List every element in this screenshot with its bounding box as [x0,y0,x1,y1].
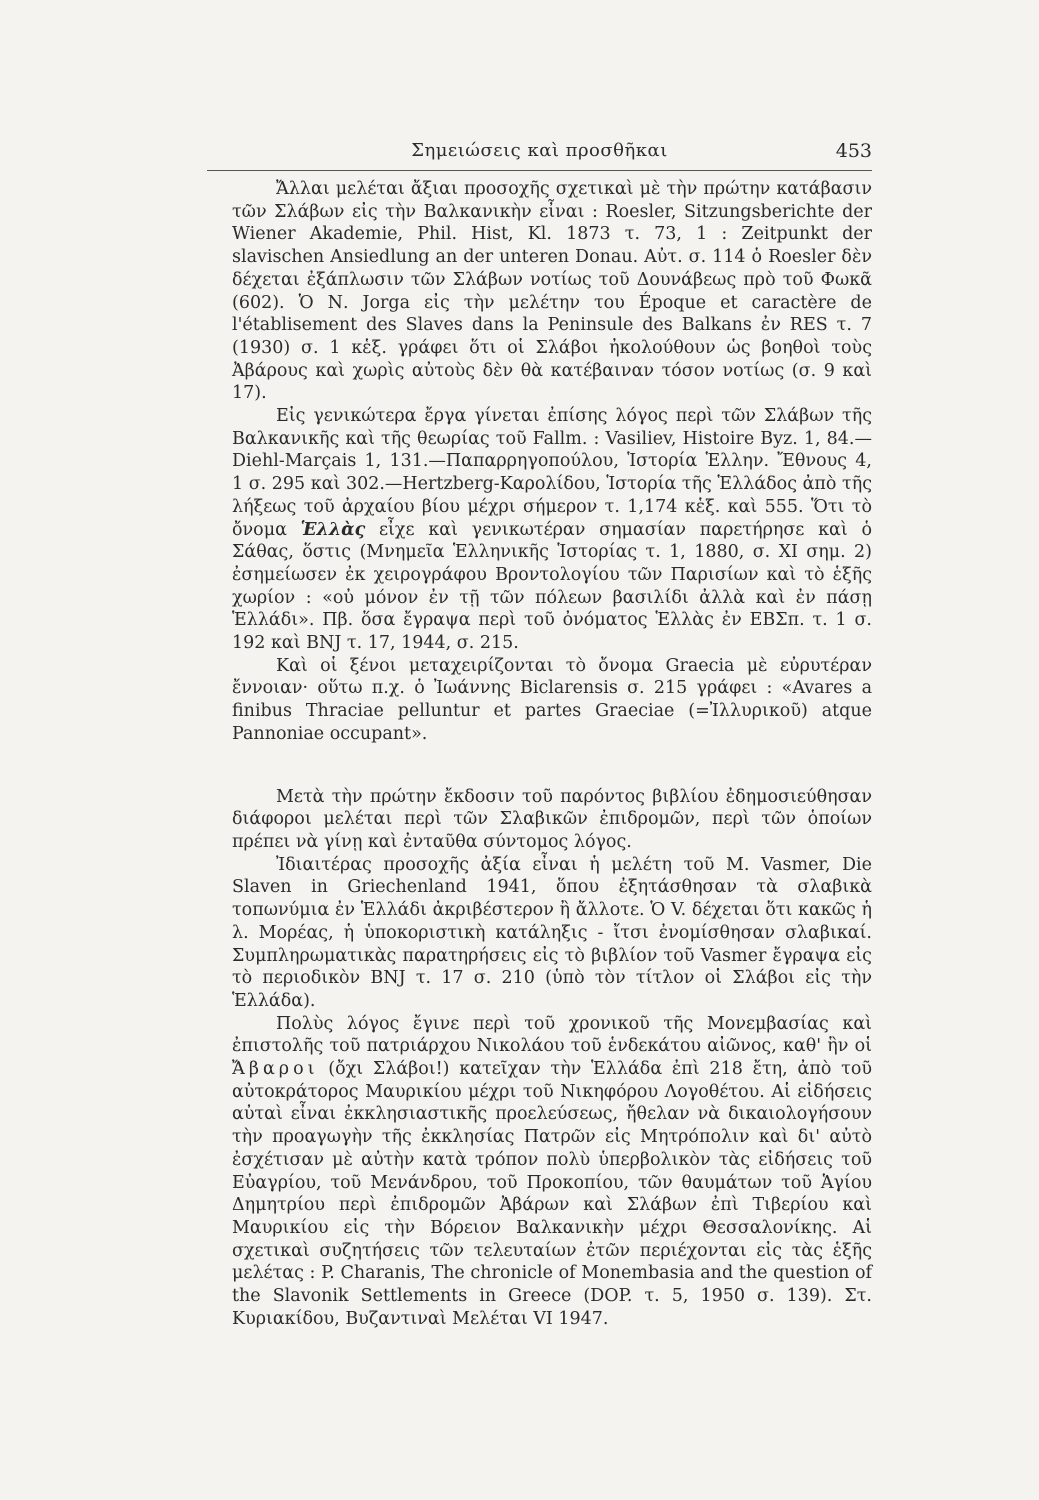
paragraph-text: Εἰς γενικώτερα ἔργα γίνεται ἐπίσης λόγος περὶ τῶν Σλάβων τῆς Βαλκανικῆς καὶ τῆς θεωρίας τοῦ Fallm. : Vasiliev, Histoire Byz. 1, 84.— Diehl-Marçais 1, 131.—Παπαρρηγοπούλου, Ἱστορία Ἑλλην. Ἔθνους 4, 1 σ. 295 καὶ 302.—Hertzberg-Καρολίδου, Ἱστορία τῆς Ἑλλάδος ἀπὸ τῆς λήξεως τοῦ ἀρχαίου βίου μέχρι σήμερον τ. 1,174 κἑξ. καὶ 555. Ὅτι τὸ ὄνομα [232,406,872,540]
paragraph: Μετὰ τὴν πρώτην ἔκδοσιν τοῦ παρόντος βιβλίου ἐδημοσιεύθησαν διάφοροι μελέται περὶ τῶν Σλαβικῶν ἐπιδρομῶν, περὶ τῶν ὁποίων πρέπει νὰ γίνῃ καὶ ἐνταῦθα σύντομος λόγος. [232,786,872,852]
header-rule [207,170,872,171]
spaced-word: Ἄβαροι [232,1059,319,1080]
section-gap [232,746,872,786]
paragraph: Καὶ οἱ ξένοι μεταχειρίζονται τὸ ὄνομα Graecia μὲ εὐρυτέραν ἔννοιαν· οὕτω π.χ. ὁ Ἰωάννης Biclarensis σ. 215 γράφει : «Avares a finibus Thraciae pelluntur et partes Graeciae (=Ἰλλυρικοῦ) atque Pannoniae occupant». [232,655,872,744]
paragraph-text: εἶχε καὶ γενικωτέραν σημασίαν παρετήρησε καὶ ὁ Σάθας, ὅστις (Μνημεῖα Ἑλληνικῆς Ἱστορίας τ. 1, 1880, σ. XI σημ. 2) ἐσημείωσεν ἐκ χειρογράφου Βροντολογίου τῶν Παρισίων καὶ τὸ ἑξῆς χωρίον : «οὐ μόνον ἐν τῇ τῶν πόλεων βασιλίδι ἀλλὰ καὶ ἐν πάσῃ Ἑλλάδι». Πβ. ὅσα ἔγραψα περὶ τοῦ ὀνόματος Ἑλλὰς ἐν ΕΒΣπ. τ. 1 σ. 192 καὶ BNJ τ. 17, 1944, σ. 215. [232,519,872,654]
paragraph-text: (ὄχι Σλάβοι!) κατεῖχαν τὴν Ἑλλάδα ἐπὶ 218 ἔτη, ἀπὸ τοῦ αὐτοκράτορος Μαυρικίου μέχρι τοῦ Νικηφόρου Λογοθέτου. Αἱ εἰδήσεις αὐταὶ εἶναι ἐκκλησιαστικῆς προελεύσεως, ἤθελαν νὰ δικαιολογήσουν τὴν προαγωγὴν τῆς ἐκκλησίας Πατρῶν εἰς Μητρόπολιν καὶ δι' αὐτὸ ἐσχέτισαν μὲ αὐτὴν κατὰ τρόπον πολὺ ὑπερβολικὸν τὰς εἰδήσεις τοῦ Εὐαγρίου, τοῦ Μενάνδρου, τοῦ Προκοπίου, τῶν θαυμάτων τοῦ Ἁγίου Δημητρίου περὶ ἐπιδρομῶν Ἀβάρων καὶ Σλάβων ἐπὶ Τιβερίου καὶ Μαυρικίου εἰς τὴν Βόρειον Βαλκανικὴν μέχρι Θεσσαλονίκης. Αἱ σχετικαὶ συζητήσεις τῶν τελευταίων ἐτῶν περιέχονται εἰς τὰς ἑξῆς μελέτας : P. Charanis, The chronicle of Monembasia and the question of the Slavonik Settlements in Greece (DOP. τ. 5, 1950 σ. 139). Στ. Κυριακίδου, Βυζαντιναὶ Μελέται VI 1947. [232,1059,872,1329]
emphasized-word: Ἑλλὰς [300,519,366,540]
paragraph: Ἄλλαι μελέται ἄξιαι προσοχῆς σχετικαὶ μὲ τὴν πρώτην κατάβασιν τῶν Σλάβων εἰς τὴν Βαλκανικὴν εἶναι : Roesler, Sitzungsberichte der Wiener Akademie, Phil. Hist, Kl. 1873 τ. 73, 1 : Zeitpunkt der slavischen Ansiedlung an der unteren Donau. Αὐτ. σ. 114 ὁ Roesler δὲν δέχεται ἐξάπλωσιν τῶν Σλάβων νοτίως τοῦ Δουνάβεως πρὸ τοῦ Φωκᾶ (602). Ὁ Ν. Jorga εἰς τὴν μελέτην του Époque et caractère de l'établisement des Slaves dans la Peninsule des Balkans ἐν RES τ. 7 (1930) σ. 1 κἑξ. γράφει ὅτι οἱ Σλάβοι ἠκολούθουν ὡς βοηθοὶ τοὺς Ἀβάρους καὶ χωρὶς αὐτοὺς δὲν θὰ κατέβαιναν τόσον νοτίως (σ. 9 καὶ 17). [232,179,872,404]
paragraph [232,1013,872,1331]
running-title: Σημειώσεις καὶ προσθῆκαι [411,140,668,161]
body-text [232,178,872,1330]
paragraph [232,405,872,655]
page-header [207,140,872,170]
paragraph: Ἰδιαιτέρας προσοχῆς ἀξία εἶναι ἡ μελέτη τοῦ M. Vasmer, Die Slaven in Griechenland 1941, ὅπου ἐξητάσθησαν τὰ σλαβικὰ τοπωνύμια ἐν Ἑλλάδι ἀκριβέστερον ἢ ἄλλοτε. Ὁ V. δέχεται ὅτι κακῶς ἡ λ. Μορέας, ἡ ὑποκοριστικὴ κατάληξις - ἴτσι ἐνομίσθησαν σλαβικαί. Συμπληρωματικὰς παρατηρήσεις εἰς τὸ βιβλίον τοῦ Vasmer ἔγραψα εἰς τὸ περιοδικὸν BNJ τ. 17 σ. 210 (ὑπὸ τὸν τίτλον οἱ Σλάβοι εἰς τὴν Ἑλλάδα). [232,854,872,1011]
page-number: 453 [835,140,872,162]
paragraph-text: Πολὺς λόγος ἔγινε περὶ τοῦ χρονικοῦ τῆς Μονεμβασίας καὶ ἐπιστολῆς τοῦ πατριάρχου Νικολάου τοῦ ἑνδεκάτου αἰῶνος, καθ' ἣν οἱ [232,1013,872,1057]
